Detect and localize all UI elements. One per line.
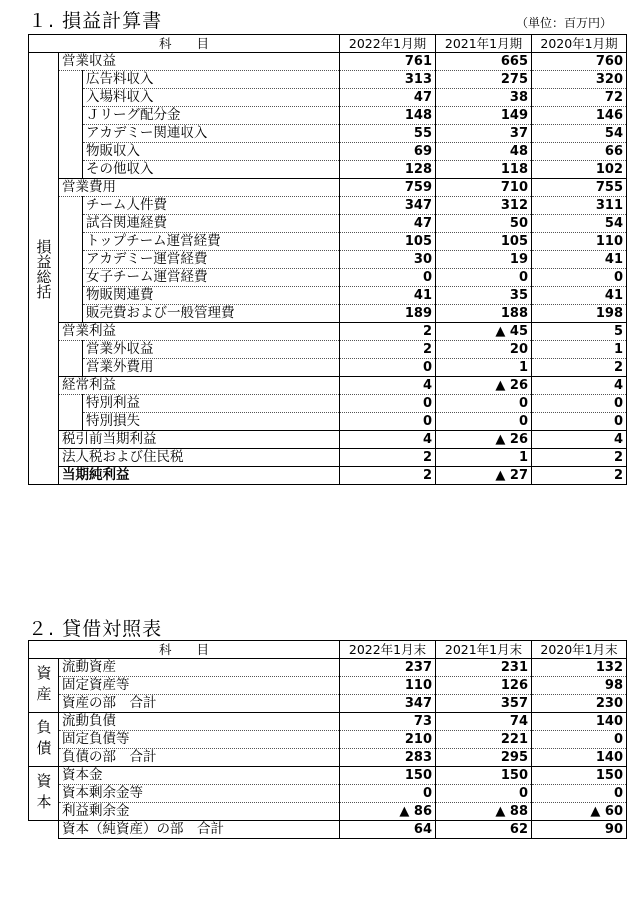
table-row — [29, 695, 627, 713]
row-value: 0 — [532, 731, 627, 749]
row-value: 0 — [532, 395, 627, 413]
table-row — [29, 341, 627, 359]
table-row — [29, 377, 627, 395]
row-value: 72 — [532, 89, 627, 107]
row-value: ▲ 26 — [436, 377, 532, 395]
row-value: 74 — [436, 713, 532, 731]
table-row — [29, 161, 627, 179]
row-value: ▲ 88 — [436, 803, 532, 821]
row-label: アカデミー関連収入 — [83, 125, 340, 143]
table-row — [29, 269, 627, 287]
table-header-row — [29, 35, 627, 53]
row-label: 広告料収入 — [83, 71, 340, 89]
table-row — [29, 53, 627, 71]
table-row — [29, 305, 627, 323]
indent-gap — [59, 287, 83, 305]
row-label: 利益剰余金 — [59, 803, 340, 821]
group-label: 負債 — [29, 713, 59, 767]
row-value: 0 — [340, 395, 436, 413]
row-value: 47 — [340, 89, 436, 107]
row-value: 357 — [436, 695, 532, 713]
row-label: 販売費および一般管理費 — [83, 305, 340, 323]
indent-gap — [59, 359, 83, 377]
table-row — [29, 767, 627, 785]
indent-gap — [59, 215, 83, 233]
header-item: 科 目 — [29, 35, 340, 53]
row-label: その他収入 — [83, 161, 340, 179]
table-row — [29, 785, 627, 803]
row-value: 62 — [436, 821, 532, 839]
row-value: 312 — [436, 197, 532, 215]
unit-label: （単位：百万円） — [515, 16, 612, 30]
row-value: 188 — [436, 305, 532, 323]
row-label: 営業費用 — [59, 179, 340, 197]
table-row — [29, 107, 627, 125]
row-value: 69 — [340, 143, 436, 161]
indent-gap — [59, 269, 83, 287]
row-value: ▲ 27 — [436, 467, 532, 485]
table-row — [29, 467, 627, 485]
header-col-2022: 2022年1月末 — [340, 641, 436, 659]
income-statement-title: １. 損益計算書 — [28, 10, 163, 32]
row-value: 755 — [532, 179, 627, 197]
row-value: 150 — [340, 767, 436, 785]
row-value: 347 — [340, 695, 436, 713]
row-value: 140 — [532, 713, 627, 731]
row-label: 税引前当期利益 — [59, 431, 340, 449]
row-value: 105 — [436, 233, 532, 251]
row-value: 210 — [340, 731, 436, 749]
table-row — [29, 713, 627, 731]
row-label: 営業利益 — [59, 323, 340, 341]
row-label: Ｊリーグ配分金 — [83, 107, 340, 125]
row-value: 0 — [436, 395, 532, 413]
row-value: ▲ 45 — [436, 323, 532, 341]
row-value: 760 — [532, 53, 627, 71]
row-value: 64 — [340, 821, 436, 839]
row-label: 資本剰余金等 — [59, 785, 340, 803]
row-value: 20 — [436, 341, 532, 359]
table-row — [29, 677, 627, 695]
indent-gap — [59, 395, 83, 413]
row-value: 1 — [532, 341, 627, 359]
row-value: 102 — [532, 161, 627, 179]
header-col-2020: 2020年1月末 — [532, 641, 627, 659]
table-row — [29, 395, 627, 413]
row-label: 特別利益 — [83, 395, 340, 413]
row-value: 2 — [340, 341, 436, 359]
row-value: 761 — [340, 53, 436, 71]
table-row — [29, 287, 627, 305]
row-label: 物販収入 — [83, 143, 340, 161]
row-value: 221 — [436, 731, 532, 749]
row-value: 126 — [436, 677, 532, 695]
indent-gap — [59, 71, 83, 89]
table-row — [29, 731, 627, 749]
row-value: 230 — [532, 695, 627, 713]
indent-gap — [59, 143, 83, 161]
row-label: 入場料収入 — [83, 89, 340, 107]
row-value: 198 — [532, 305, 627, 323]
row-value: 4 — [340, 377, 436, 395]
table-row — [29, 89, 627, 107]
row-value: 0 — [340, 359, 436, 377]
row-label: 固定負債等 — [59, 731, 340, 749]
indent-gap — [59, 125, 83, 143]
row-value: 295 — [436, 749, 532, 767]
row-value: 54 — [532, 215, 627, 233]
total-row — [29, 821, 627, 839]
header-item: 科 目 — [29, 641, 340, 659]
table-row — [29, 197, 627, 215]
row-label: 流動資産 — [59, 659, 340, 677]
row-value: 283 — [340, 749, 436, 767]
row-value: 41 — [340, 287, 436, 305]
row-value: 132 — [532, 659, 627, 677]
row-value: 0 — [340, 785, 436, 803]
row-value: 54 — [532, 125, 627, 143]
row-value: 0 — [436, 413, 532, 431]
row-label: 資本（純資産）の部 合計 — [59, 821, 340, 839]
header-col-2022: 2022年1月期 — [340, 35, 436, 53]
row-value: 105 — [340, 233, 436, 251]
row-value: 2 — [532, 467, 627, 485]
row-value: 0 — [532, 413, 627, 431]
row-label: 資本金 — [59, 767, 340, 785]
table-row — [29, 803, 627, 821]
table-row — [29, 431, 627, 449]
header-col-2020: 2020年1月期 — [532, 35, 627, 53]
row-value: 2 — [340, 323, 436, 341]
row-value: 0 — [436, 269, 532, 287]
indent-gap — [59, 89, 83, 107]
row-value: 149 — [436, 107, 532, 125]
table-row — [29, 413, 627, 431]
row-label: 物販関連費 — [83, 287, 340, 305]
row-value: 0 — [436, 785, 532, 803]
indent-gap — [59, 305, 83, 323]
row-label: 法人税および住民税 — [59, 449, 340, 467]
row-value: 150 — [532, 767, 627, 785]
row-value: 311 — [532, 197, 627, 215]
row-label: 資産の部 合計 — [59, 695, 340, 713]
row-value: 38 — [436, 89, 532, 107]
row-value: 2 — [532, 359, 627, 377]
row-label: アカデミー運営経費 — [83, 251, 340, 269]
table-row — [29, 749, 627, 767]
indent-gap — [59, 413, 83, 431]
row-value: 140 — [532, 749, 627, 767]
row-value: 47 — [340, 215, 436, 233]
row-value: 37 — [436, 125, 532, 143]
row-value: 4 — [340, 431, 436, 449]
row-value: 148 — [340, 107, 436, 125]
table-header-row — [29, 641, 627, 659]
row-value: 231 — [436, 659, 532, 677]
table-row — [29, 215, 627, 233]
table-row — [29, 449, 627, 467]
row-value: 73 — [340, 713, 436, 731]
row-value: 313 — [340, 71, 436, 89]
row-value: 2 — [340, 467, 436, 485]
row-value: 1 — [436, 449, 532, 467]
row-value: 275 — [436, 71, 532, 89]
row-value: 2 — [340, 449, 436, 467]
row-value: 128 — [340, 161, 436, 179]
row-label: 流動負債 — [59, 713, 340, 731]
table-row — [29, 125, 627, 143]
row-value: 320 — [532, 71, 627, 89]
row-label: 試合関連経費 — [83, 215, 340, 233]
row-value: 118 — [436, 161, 532, 179]
row-label: 女子チーム運営経費 — [83, 269, 340, 287]
table-row — [29, 71, 627, 89]
row-value: 41 — [532, 287, 627, 305]
row-value: ▲ 86 — [340, 803, 436, 821]
row-value: ▲ 60 — [532, 803, 627, 821]
row-value: 110 — [340, 677, 436, 695]
row-value: 759 — [340, 179, 436, 197]
row-value: 0 — [340, 269, 436, 287]
row-value: 0 — [532, 785, 627, 803]
table-row — [29, 179, 627, 197]
row-value: 4 — [532, 431, 627, 449]
row-label: チーム人件費 — [83, 197, 340, 215]
row-value: 0 — [532, 269, 627, 287]
indent-gap — [59, 197, 83, 215]
header-col-2021: 2021年1月期 — [436, 35, 532, 53]
row-value: 347 — [340, 197, 436, 215]
indent-gap — [59, 107, 83, 125]
row-label: 経常利益 — [59, 377, 340, 395]
group-label: 資産 — [29, 659, 59, 713]
indent-gap — [59, 251, 83, 269]
row-value: 48 — [436, 143, 532, 161]
row-label: 営業収益 — [59, 53, 340, 71]
balance-sheet-table — [28, 640, 627, 839]
row-value: 0 — [340, 413, 436, 431]
row-value: 2 — [532, 449, 627, 467]
row-value: 1 — [436, 359, 532, 377]
row-value: ▲ 26 — [436, 431, 532, 449]
indent-gap — [29, 821, 59, 839]
table-row — [29, 233, 627, 251]
row-label: 固定資産等 — [59, 677, 340, 695]
table-row — [29, 359, 627, 377]
row-value: 98 — [532, 677, 627, 695]
row-value: 237 — [340, 659, 436, 677]
balance-sheet-title: ２. 貸借対照表 — [28, 618, 163, 640]
group-label: 資本 — [29, 767, 59, 821]
table-row — [29, 251, 627, 269]
side-label: 損益総括 — [29, 53, 59, 485]
row-label: トップチーム運営経費 — [83, 233, 340, 251]
row-label: 営業外費用 — [83, 359, 340, 377]
row-value: 110 — [532, 233, 627, 251]
row-value: 19 — [436, 251, 532, 269]
row-value: 90 — [532, 821, 627, 839]
indent-gap — [59, 233, 83, 251]
income-statement-table — [28, 34, 627, 485]
indent-gap — [59, 161, 83, 179]
row-label: 営業外収益 — [83, 341, 340, 359]
row-value: 146 — [532, 107, 627, 125]
row-value: 41 — [532, 251, 627, 269]
row-value: 50 — [436, 215, 532, 233]
table-row — [29, 323, 627, 341]
row-label: 負債の部 合計 — [59, 749, 340, 767]
row-value: 189 — [340, 305, 436, 323]
row-value: 35 — [436, 287, 532, 305]
row-value: 710 — [436, 179, 532, 197]
row-value: 66 — [532, 143, 627, 161]
header-col-2021: 2021年1月末 — [436, 641, 532, 659]
table-row — [29, 143, 627, 161]
row-value: 55 — [340, 125, 436, 143]
row-value: 30 — [340, 251, 436, 269]
row-value: 5 — [532, 323, 627, 341]
row-value: 665 — [436, 53, 532, 71]
row-label: 当期純利益 — [59, 467, 340, 485]
row-value: 4 — [532, 377, 627, 395]
table-row — [29, 659, 627, 677]
row-value: 150 — [436, 767, 532, 785]
indent-gap — [59, 341, 83, 359]
row-label: 特別損失 — [83, 413, 340, 431]
